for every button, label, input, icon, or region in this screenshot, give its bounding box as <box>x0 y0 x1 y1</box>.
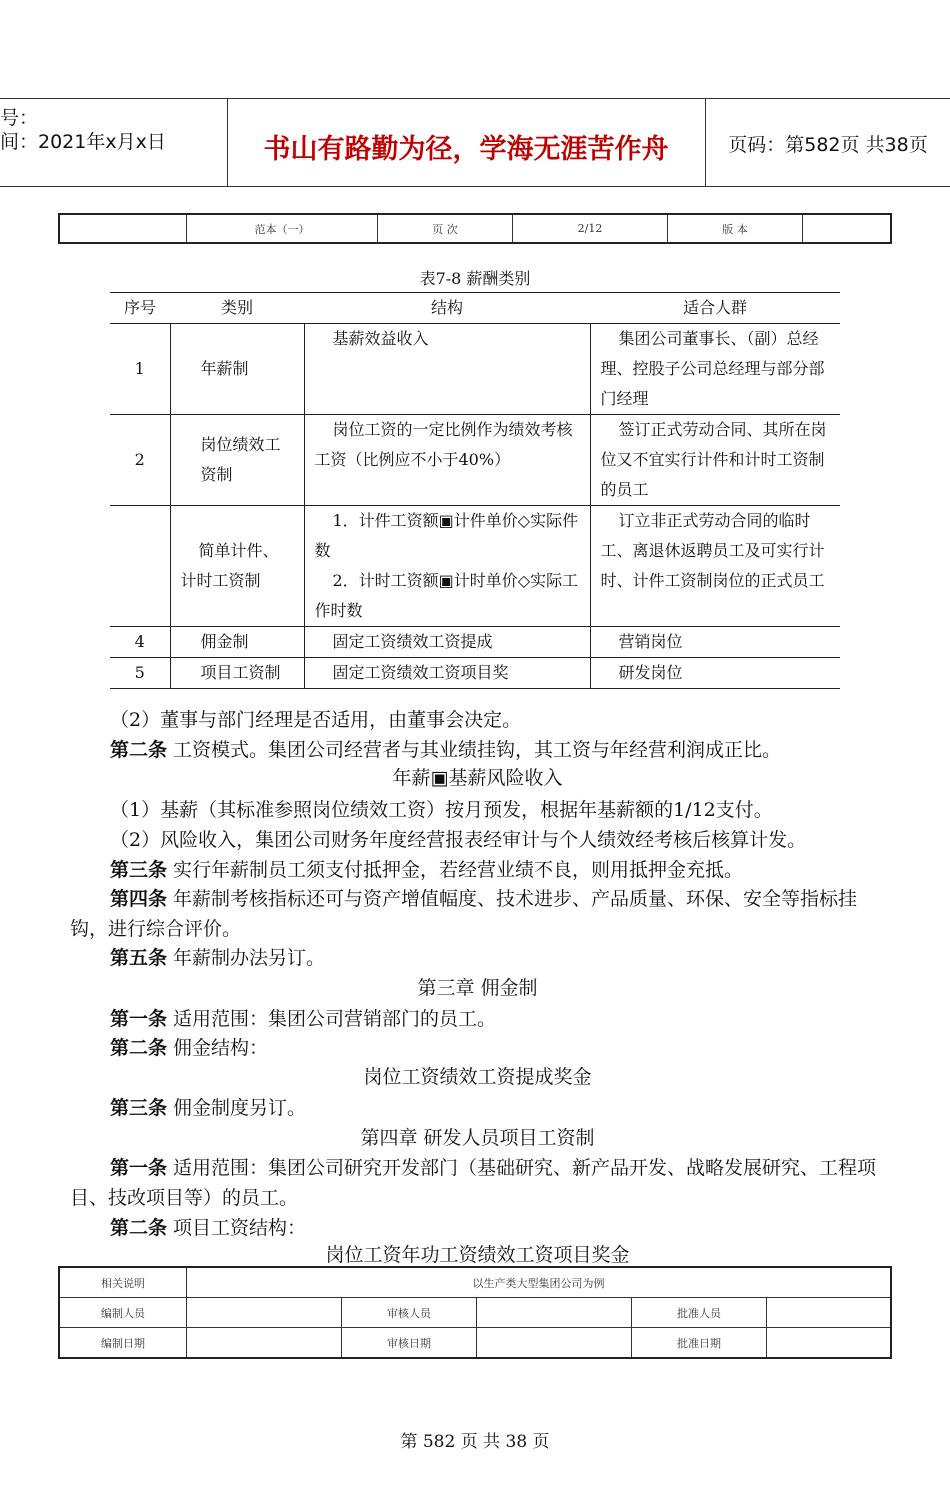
table-row <box>110 506 840 627</box>
article <box>70 884 885 944</box>
header-page-code: 页码：第582页 共38页 <box>728 134 928 156</box>
header-motto: 书山有路勤为径，学海无涯苦作舟 <box>263 134 669 165</box>
structure-line: 2．计时工资额▣计时单价◇实际工作时数 <box>314 571 579 620</box>
article-text: 项目工资结构： <box>167 1217 307 1239</box>
page-footer: 第 582 页 共 38 页 <box>400 1432 550 1452</box>
approval-table <box>58 1266 892 1359</box>
top-info-table <box>58 213 892 244</box>
cell-label: 编制人员 <box>59 1298 187 1328</box>
cell-type: 项目工资制 <box>170 658 304 689</box>
cell-value <box>187 1298 342 1328</box>
top-cell-page-label: 页 次 <box>378 214 513 243</box>
header-people: 适合人群 <box>590 293 840 324</box>
cell-people: 订立非正式劳动合同的临时工、离退休返聘员工及可实行计时、计件工资制岗位的正式员工 <box>590 506 840 627</box>
cell-structure: 岗位工资的一定比例作为绩效考核工资（比例应不小于40%） <box>304 415 590 506</box>
article-label: 第四条 <box>110 888 168 910</box>
cell-structure: 基薪效益收入 <box>304 324 590 415</box>
salary-type-table <box>110 292 840 689</box>
article-label: 第一条 <box>110 1008 168 1030</box>
cell-structure <box>304 506 590 627</box>
table-row <box>59 1298 891 1328</box>
cell-label: 审核日期 <box>342 1328 477 1359</box>
article <box>70 943 885 973</box>
article-label: 第一条 <box>110 1157 168 1179</box>
chapter-title: 第三章 佣金制 <box>417 977 538 999</box>
top-cell-version-label: 版 本 <box>668 214 803 243</box>
article-label: 第三条 <box>110 859 168 881</box>
article <box>70 1033 885 1063</box>
cell-value <box>477 1328 632 1359</box>
cell-people: 研发岗位 <box>590 658 840 689</box>
formula: 岗位工资年功工资绩效工资项目奖金 <box>325 1244 630 1266</box>
cell-no: 5 <box>110 658 170 689</box>
cell-label: 批准人员 <box>632 1298 767 1328</box>
cell-type: 岗位绩效工资制 <box>170 415 304 506</box>
article-label: 第二条 <box>110 1037 168 1059</box>
cell-no: 2 <box>110 415 170 506</box>
article-label: 第二条 <box>110 739 168 761</box>
paragraph: （2）董事与部门经理是否适用，由董事会决定。 <box>110 709 522 731</box>
table-row <box>110 324 840 415</box>
paragraph: （2）风险收入，集团公司财务年度经营报表经审计与个人绩效经考核后核算计发。 <box>110 829 807 851</box>
cell-type: 简单计件、计时工资制 <box>170 506 304 627</box>
article <box>70 1213 885 1243</box>
cell-type: 佣金制 <box>170 627 304 658</box>
table-header-row <box>110 293 840 324</box>
article-text: 年薪制办法另订。 <box>167 947 326 969</box>
article-text: 实行年薪制员工须支付抵押金，若经营业绩不良，则用抵押金充抵。 <box>167 859 744 881</box>
article-text: 适用范围：集团公司营销部门的员工。 <box>167 1008 497 1030</box>
table-row <box>59 1328 891 1359</box>
cell-value <box>187 1328 342 1359</box>
formula: 年薪▣基薪风险收入 <box>392 767 563 789</box>
table-row <box>110 627 840 658</box>
paragraph: （1）基薪（其标准参照岗位绩效工资）按月预发，根据年基薪额的1/12支付。 <box>110 799 773 821</box>
cell-structure: 固定工资绩效工资提成 <box>304 627 590 658</box>
article-text: 适用范围：集团公司研究开发部门（基础研究、新产品开发、战略发展研究、工程项目、技改项目等）的员工。 <box>70 1157 877 1209</box>
cell-type: 年薪制 <box>170 324 304 415</box>
top-cell-template: 范本（一） <box>187 214 378 243</box>
article-text: 年薪制考核指标还可与资产增值幅度、技术进步、产品质量、环保、安全等指标挂钩，进行综合评价。 <box>70 888 858 940</box>
top-cell-version-value <box>803 214 892 243</box>
cell-people: 签订正式劳动合同、其所在岗位又不宜实行计件和计时工资制的员工 <box>590 415 840 506</box>
cell-structure: 固定工资绩效工资项目奖 <box>304 658 590 689</box>
article <box>70 1004 885 1034</box>
header-type: 类别 <box>170 293 304 324</box>
cell-people: 集团公司董事长、（副）总经理、控股子公司总经理与部分部门经理 <box>590 324 840 415</box>
cell-label: 审核人员 <box>342 1298 477 1328</box>
cell-note: 以生产类大型集团公司为例 <box>187 1267 892 1298</box>
cell-label: 编制日期 <box>59 1328 187 1359</box>
article <box>70 735 885 765</box>
chapter-title: 第四章 研发人员项目工资制 <box>360 1127 595 1149</box>
cell-no: 4 <box>110 627 170 658</box>
top-cell <box>59 214 187 243</box>
cell-no: 1 <box>110 324 170 415</box>
article <box>70 1093 885 1123</box>
article-label: 第三条 <box>110 1097 168 1119</box>
table-row <box>59 1267 891 1298</box>
cell-label: 相关说明 <box>59 1267 187 1298</box>
structure-line: 1．计件工资额▣计件单价◇实际件数 <box>314 511 579 560</box>
article-text: 工资模式。集团公司经营者与其业绩挂钩，其工资与年经营利润成正比。 <box>167 739 782 761</box>
header-time-label: 间：2021年x月x日 <box>0 131 166 153</box>
table-row <box>110 658 840 689</box>
cell-value <box>767 1298 892 1328</box>
table-row <box>110 415 840 506</box>
article-label: 第五条 <box>110 947 168 969</box>
header-no: 序号 <box>110 293 170 324</box>
cell-people: 营销岗位 <box>590 627 840 658</box>
cell-value <box>477 1298 632 1328</box>
table-caption: 表7-8 薪酬类别 <box>419 269 531 288</box>
article-label: 第二条 <box>110 1217 168 1239</box>
header-number-label: 号： <box>0 107 39 129</box>
cell-no <box>110 506 170 627</box>
top-cell-page-value: 2/12 <box>513 214 668 243</box>
cell-label: 批准日期 <box>632 1328 767 1359</box>
article-text: 佣金结构： <box>167 1037 269 1059</box>
cell-value <box>767 1328 892 1359</box>
formula: 岗位工资绩效工资提成奖金 <box>363 1066 592 1088</box>
header-divider <box>705 99 706 186</box>
article <box>70 1153 885 1213</box>
header-structure: 结构 <box>304 293 590 324</box>
article-text: 佣金制度另订。 <box>167 1097 307 1119</box>
article <box>70 855 885 885</box>
